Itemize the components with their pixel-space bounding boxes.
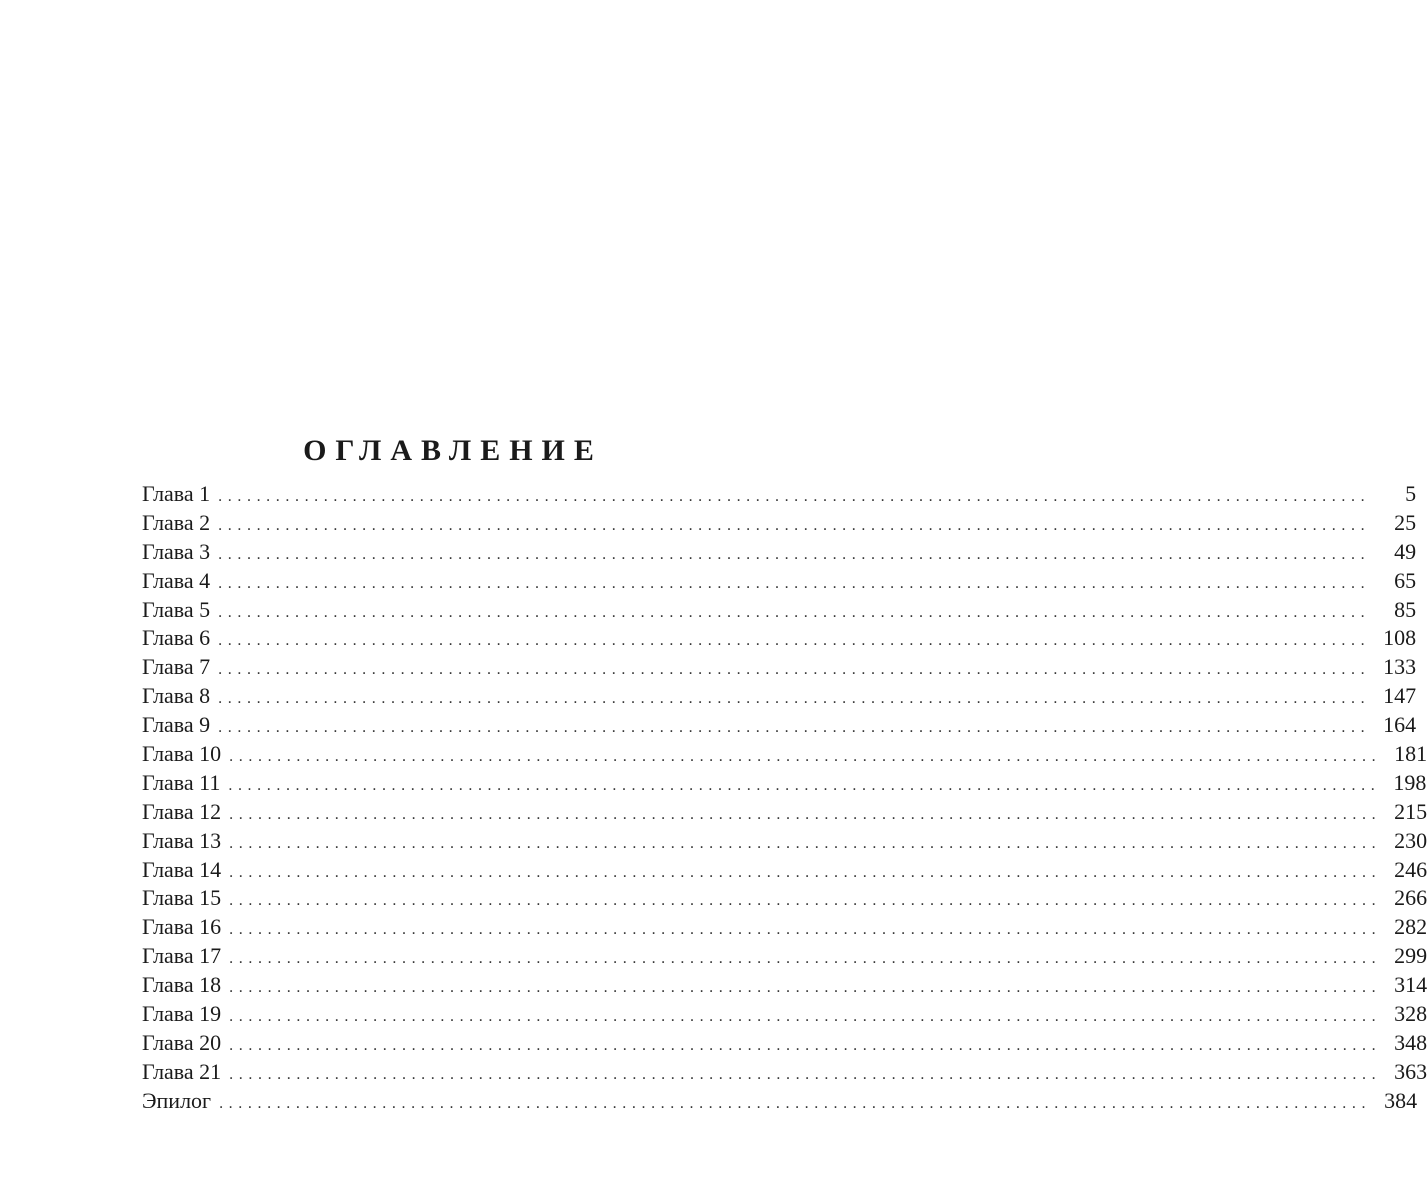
dot-leader: ........................................................................................................................ [229, 892, 1382, 910]
toc-entry-label: Глава 16 [142, 914, 222, 940]
dot-leader: ........................................................................................................................ [229, 921, 1382, 939]
toc-entry [142, 1029, 1427, 1058]
toc-entry [142, 538, 1417, 567]
toc-entry-label: Глава 7 [142, 654, 211, 680]
dot-leader: ........................................................................................................................ [219, 1094, 1372, 1112]
toc-entry-page: 230 [1394, 827, 1427, 853]
toc-entry-page: 65 [1394, 567, 1417, 593]
toc-entry-page: 348 [1394, 1029, 1427, 1055]
toc-entry-label: Эпилог [142, 1087, 212, 1113]
toc-entry-page: 246 [1394, 856, 1427, 882]
toc-entry-label: Глава 4 [142, 567, 211, 593]
toc-entry-page: 181 [1394, 741, 1427, 767]
toc-entry-page: 328 [1394, 1001, 1427, 1027]
toc-entry-page: 5 [1405, 481, 1417, 506]
dot-leader: ........................................................................................................................ [218, 719, 1371, 737]
toc-entry-label: Глава 21 [142, 1058, 222, 1084]
dot-leader: ........................................................................................................................ [218, 488, 1371, 505]
toc-entry-label: Глава 15 [142, 885, 222, 911]
toc-entry [142, 653, 1417, 682]
dot-leader: ........................................................................................................................ [218, 545, 1371, 563]
toc-entry [142, 798, 1427, 827]
toc-entry-label: Глава 9 [142, 712, 211, 738]
toc-entry [142, 1000, 1427, 1029]
toc-entry-page: 266 [1394, 885, 1427, 911]
dot-leader: ........................................................................................................................ [229, 834, 1382, 852]
toc-entry-page: 384 [1384, 1087, 1418, 1113]
dot-leader: ........................................................................................................................ [229, 1036, 1382, 1054]
toc-entry-page: 299 [1394, 943, 1427, 969]
toc-entry-label: Глава 3 [142, 538, 211, 564]
toc-entry-label: Глава 20 [142, 1029, 222, 1055]
dot-leader: ........................................................................................................................ [229, 950, 1382, 968]
toc-entry [142, 740, 1427, 769]
toc-entry [142, 509, 1417, 538]
dot-leader: ........................................................................................................................ [218, 516, 1371, 534]
toc-entry-page: 314 [1394, 972, 1427, 998]
toc-title: ОГЛАВЛЕНИЕ [303, 434, 603, 468]
toc-entry-label: Глава 2 [142, 509, 211, 535]
toc-entry-label: Глава 6 [142, 625, 211, 651]
toc-entry-label: Глава 11 [142, 769, 221, 795]
toc-entry [142, 596, 1417, 625]
dot-leader: ........................................................................................................................ [218, 574, 1371, 592]
toc-entry [142, 567, 1417, 596]
toc-entry-label: Глава 1 [142, 481, 211, 506]
toc-entry-page: 85 [1394, 596, 1417, 622]
toc-entry [142, 682, 1417, 711]
toc-entry [142, 769, 1427, 798]
toc-entry-label: Глава 14 [142, 856, 222, 882]
toc-entry-page: 147 [1383, 683, 1417, 709]
dot-leader: ........................................................................................................................ [229, 748, 1382, 766]
toc-entry-page: 25 [1394, 509, 1417, 535]
dot-leader: ........................................................................................................................ [218, 603, 1371, 621]
toc-entry-page: 215 [1394, 798, 1427, 824]
toc-entry-label: Глава 8 [142, 683, 211, 709]
toc-entry-label: Глава 12 [142, 798, 222, 824]
toc-entry [142, 913, 1427, 942]
toc-entry-page: 198 [1393, 769, 1427, 795]
toc-entry [142, 971, 1427, 1000]
dot-leader: ........................................................................................................................ [229, 1008, 1382, 1026]
toc-entry [142, 942, 1427, 971]
toc-entry [142, 624, 1417, 653]
toc-entry [142, 827, 1427, 856]
dot-leader: ........................................................................................................................ [228, 776, 1381, 794]
dot-leader: ........................................................................................................................ [218, 632, 1371, 650]
toc-entry-label: Глава 19 [142, 1001, 222, 1027]
toc-entry-label: Глава 17 [142, 943, 222, 969]
toc-entry-label: Глава 13 [142, 827, 222, 853]
toc-entry [142, 856, 1427, 885]
toc-entry [142, 1087, 1418, 1116]
toc-entry [142, 480, 1417, 509]
toc-list [142, 480, 1427, 1116]
toc-entry-page: 133 [1383, 654, 1417, 680]
toc-entry [142, 1058, 1427, 1087]
toc-entry-page: 282 [1394, 914, 1427, 940]
dot-leader: ........................................................................................................................ [218, 690, 1371, 708]
dot-leader: ........................................................................................................................ [229, 805, 1382, 823]
dot-leader: ........................................................................................................................ [218, 661, 1371, 679]
toc-entry-label: Глава 5 [142, 596, 211, 622]
dot-leader: ........................................................................................................................ [229, 1065, 1382, 1083]
toc-entry [142, 884, 1427, 913]
toc-entry-page: 108 [1383, 625, 1417, 651]
toc-entry-page: 164 [1383, 712, 1417, 738]
dot-leader: ........................................................................................................................ [229, 863, 1382, 881]
toc-entry-label: Глава 18 [142, 972, 222, 998]
toc-entry-page: 49 [1394, 538, 1417, 564]
toc-entry-label: Глава 10 [142, 741, 222, 767]
toc-entry-page: 363 [1394, 1058, 1427, 1084]
dot-leader: ........................................................................................................................ [229, 979, 1382, 997]
toc-entry [142, 711, 1417, 740]
